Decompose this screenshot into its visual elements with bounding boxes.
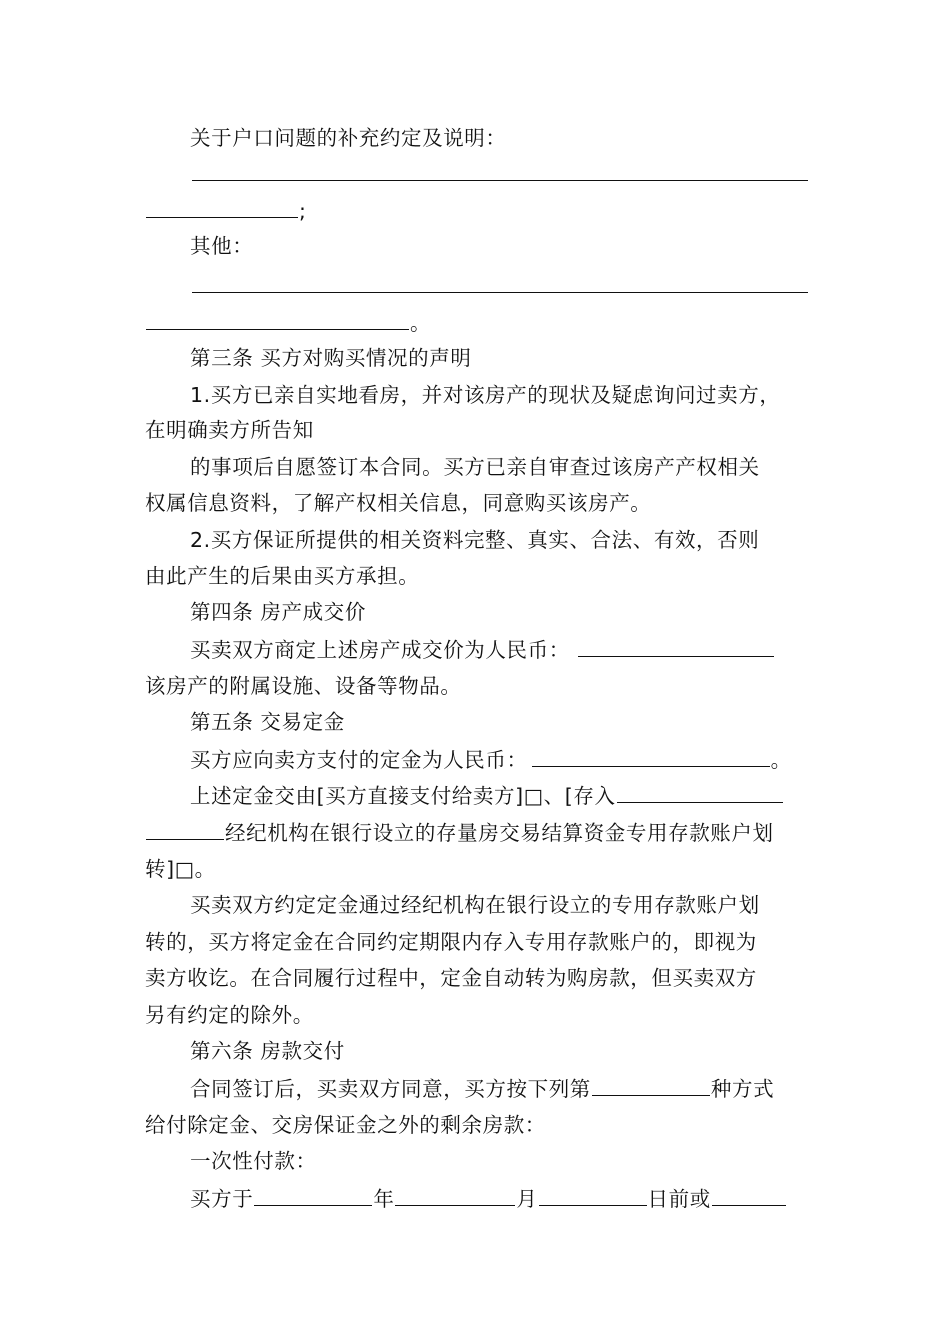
bank-blank: [617, 780, 783, 803]
method-label: 合同签订后，买卖双方同意，买方按下列第: [190, 1077, 591, 1101]
article-5-paragraph-line: 买卖双方约定定金通过经纪机构在银行设立的专用存款账户划: [190, 893, 760, 917]
price-blank: [578, 634, 774, 657]
blank-continuation-line: [145, 195, 810, 226]
lump-sum-date-line: [190, 1183, 855, 1214]
article-5-line: 转]□。: [145, 857, 216, 881]
month-label: 月: [516, 1187, 538, 1211]
method-blank: [592, 1073, 710, 1096]
fill-in-blank-line: [192, 180, 808, 181]
article-4-price-line: [190, 634, 855, 665]
deposit-blank: [532, 744, 770, 767]
date-prefix: 买方于: [190, 1187, 254, 1211]
article-4-line: 该房产的附属设施、设备等物品。: [145, 674, 462, 698]
line-end-punctuation: 。: [410, 311, 432, 335]
deposit-method-text: 上述定金交由[买方直接支付给卖方]□、[存入: [190, 784, 616, 808]
article-3-item-1-line: 在明确卖方所告知: [145, 418, 314, 442]
line-end-punctuation: ;: [299, 199, 307, 223]
article-5-heading: 第五条 交易定金: [190, 710, 345, 734]
day-label: 日前或: [647, 1187, 711, 1211]
article-4-heading: 第四条 房产成交价: [190, 600, 366, 624]
fill-in-blank-line: [192, 292, 808, 293]
article-3-item-1-line: 的事项后自愿签订本合同。买方已亲自审查过该房产产权相关: [190, 455, 760, 479]
blank-continuation-line: [145, 307, 810, 338]
month-blank: [395, 1183, 515, 1206]
lump-sum-heading: 一次性付款：: [190, 1149, 317, 1173]
day-blank: [539, 1183, 647, 1206]
article-3-item-1-line: 权属信息资料，了解产权相关信息，同意购买该房产。: [145, 491, 652, 515]
line-end-punctuation: 。: [770, 748, 792, 772]
article-5-deposit-line: [190, 744, 855, 775]
account-text: 经纪机构在银行设立的存量房交易结算资金专用存款账户划: [225, 821, 774, 845]
article-3-heading: 第三条 买方对购买情况的声明: [190, 346, 472, 370]
article-5-paragraph-line: 另有约定的除外。: [145, 1003, 314, 1027]
article-3-item-1-line: 1.买方已亲自实地看房，并对该房产的现状及疑虑询问过卖方，: [190, 383, 781, 407]
article-5-deposit-method-line: [190, 780, 855, 811]
method-suffix: 种方式: [710, 1077, 775, 1101]
trailing-blank: [712, 1183, 786, 1206]
fill-in-blank: [146, 307, 409, 330]
article-6-line: 给付除定金、交房保证金之外的剩余房款：: [145, 1113, 546, 1137]
article-6-method-line: [190, 1073, 855, 1104]
bank-blank: [146, 817, 224, 840]
deposit-label: 买方应向卖方支付的定金为人民币：: [190, 748, 528, 772]
article-5-account-line: [145, 817, 810, 848]
article-6-heading: 第六条 房款交付: [190, 1039, 345, 1063]
year-blank: [254, 1183, 372, 1206]
article-5-paragraph-line: 转的，买方将定金在合同约定期限内存入专用存款账户的，即视为: [145, 930, 757, 954]
article-3-item-2-line: 由此产生的后果由买方承担。: [145, 564, 420, 588]
paragraph-hukou-supplement: 关于户口问题的补充约定及说明：: [190, 126, 507, 150]
year-label: 年: [373, 1187, 395, 1211]
paragraph-other: 其他：: [190, 234, 254, 258]
article-3-item-2-line: 2.买方保证所提供的相关资料完整、真实、合法、有效，否则: [190, 528, 760, 552]
price-label: 买卖双方商定上述房产成交价为人民币：: [190, 638, 570, 662]
article-5-paragraph-line: 卖方收讫。在合同履行过程中，定金自动转为购房款，但买卖双方: [145, 966, 757, 990]
fill-in-blank: [146, 195, 298, 218]
